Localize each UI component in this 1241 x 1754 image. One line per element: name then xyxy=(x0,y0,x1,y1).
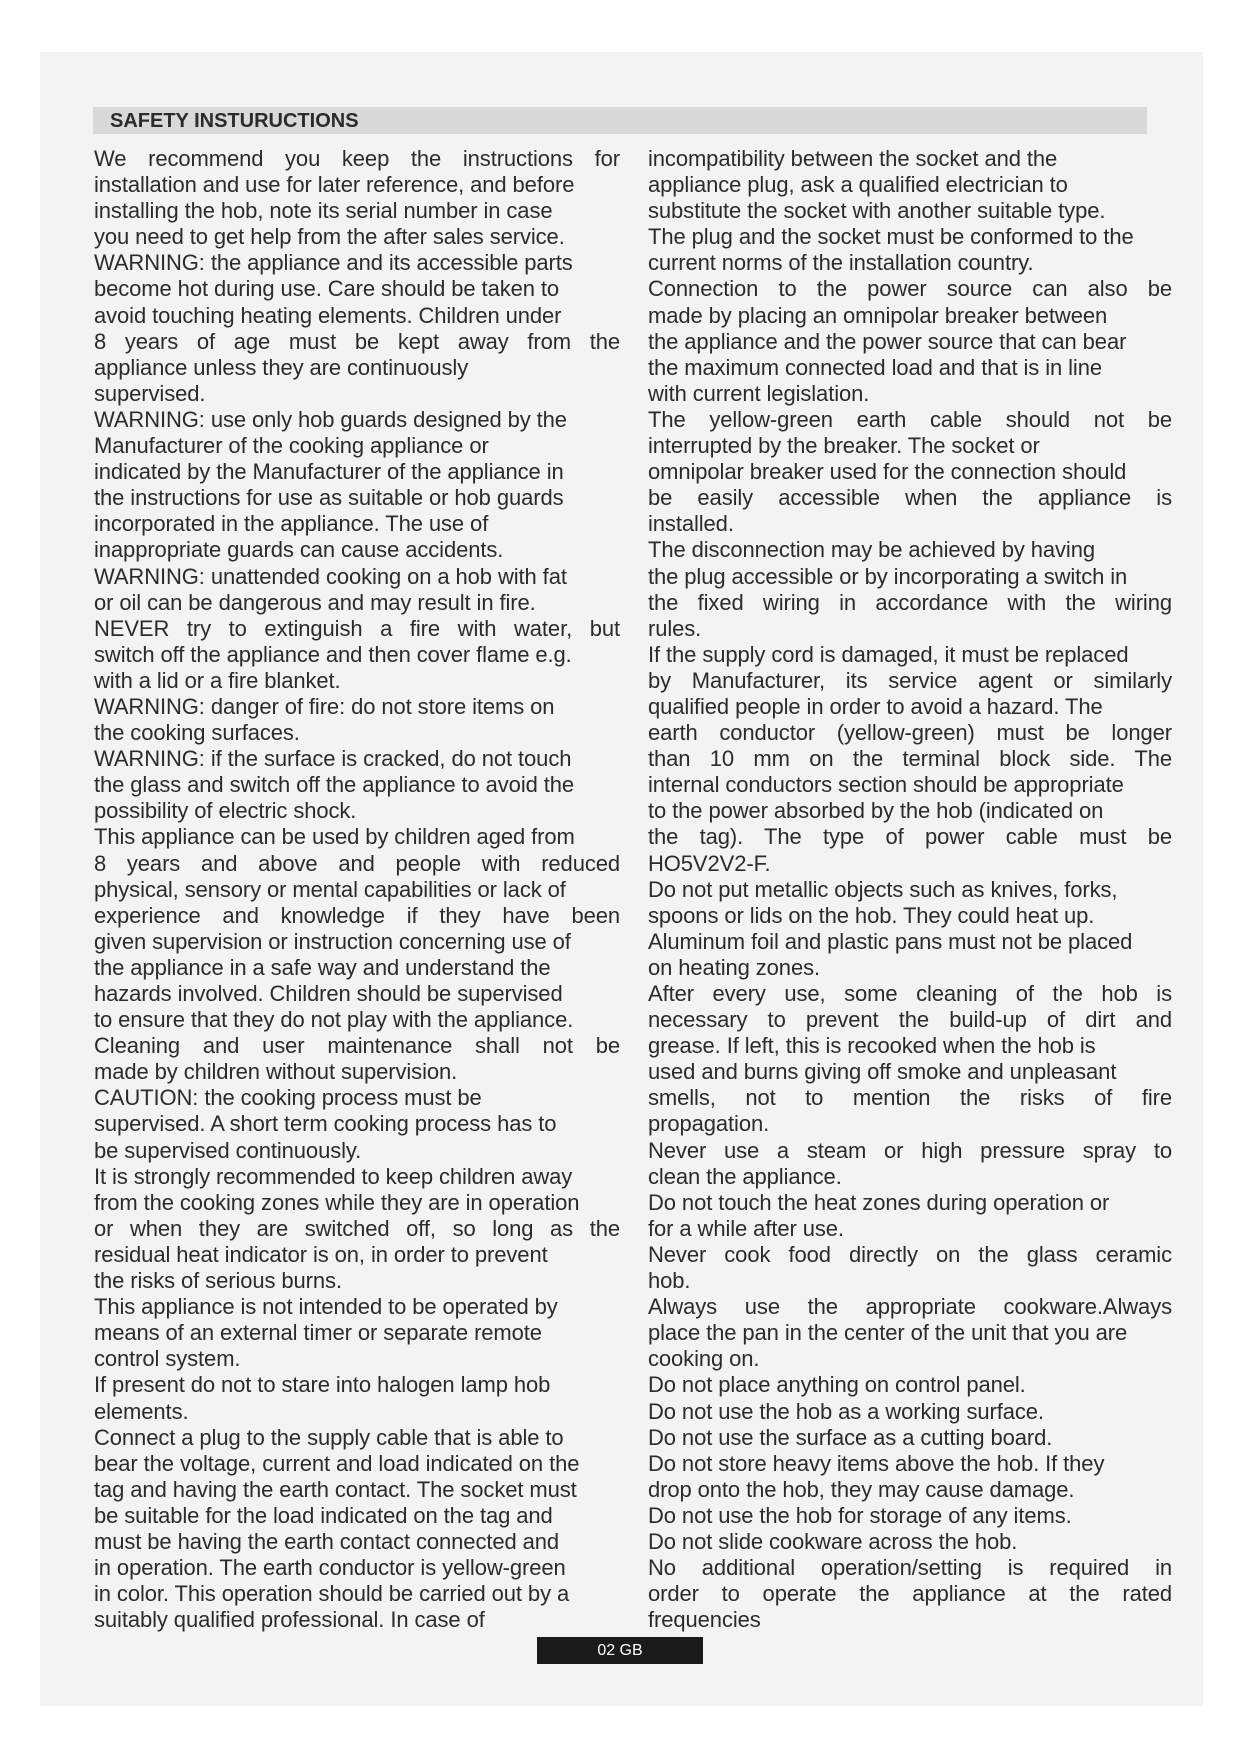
text-line: be suitable for the load indicated on the tag and xyxy=(94,1502,553,1528)
text-line: smells, not to mention the risks of fire xyxy=(648,1085,1172,1111)
text-line: frequencies xyxy=(648,1607,761,1633)
text-line: supervised. A short term cooking process has to xyxy=(94,1111,557,1137)
text-line: incompatibility between the socket and the xyxy=(648,146,1058,171)
text-line: qualified people in order to avoid a hazard. The xyxy=(648,693,1103,719)
text-line: Connection to the power source can also be xyxy=(648,276,1172,302)
text-line: We recommend you keep the instructions for xyxy=(94,146,620,171)
text-line: Do not put metallic objects such as knives, forks, xyxy=(648,876,1118,902)
text-line: experience and knowledge if they have been xyxy=(94,902,620,928)
text-line: No additional operation/setting is required in xyxy=(648,1555,1172,1581)
text-line: the risks of serious burns. xyxy=(94,1268,342,1294)
text-line: inappropriate guards can cause accidents. xyxy=(94,537,504,563)
text-line: tag and having the earth contact. The socket must xyxy=(94,1476,577,1502)
text-line: cooking on. xyxy=(648,1346,760,1372)
text-line: propagation. xyxy=(648,1111,770,1137)
section-header-bar xyxy=(93,107,1147,134)
text-line: internal conductors section should be appropriate xyxy=(648,772,1124,798)
text-line: spoons or lids on the hob. They could heat up. xyxy=(648,902,1095,928)
text-line: from the cooking zones while they are in operation xyxy=(94,1189,580,1215)
text-line: Manufacturer of the cooking appliance or xyxy=(94,433,489,459)
text-line: the tag). The type of power cable must be xyxy=(648,824,1172,850)
text-line: the maximum connected load and that is in line xyxy=(648,354,1102,380)
text-line: If present do not to stare into halogen lamp hob xyxy=(94,1372,551,1398)
text-line: installing the hob, note its serial number in case xyxy=(94,198,553,224)
text-line: drop onto the hob, they may cause damage. xyxy=(648,1476,1075,1502)
text-line: installation and use for later reference, and before xyxy=(94,172,575,198)
text-line: Aluminum foil and plastic pans must not be placed xyxy=(648,928,1133,954)
text-line: for a while after use. xyxy=(648,1215,844,1241)
text-line: suitably qualified professional. In case of xyxy=(94,1607,485,1633)
text-line: earth conductor (yellow-green) must be longer xyxy=(648,720,1172,746)
text-line: 8 years of age must be kept away from the xyxy=(94,328,620,354)
text-line: with a lid or a fire blanket. xyxy=(94,667,341,693)
text-line: If the supply cord is damaged, it must be replaced xyxy=(648,641,1129,667)
text-line: Do not touch the heat zones during operation or xyxy=(648,1189,1110,1215)
text-line: be easily accessible when the appliance is xyxy=(648,485,1172,511)
text-line: than 10 mm on the terminal block side. The xyxy=(648,746,1172,772)
text-line: become hot during use. Care should be taken to xyxy=(94,276,560,302)
text-line: omnipolar breaker used for the connection should xyxy=(648,459,1127,485)
text-line: possibility of electric shock. xyxy=(94,798,357,824)
text-line: control system. xyxy=(94,1346,241,1372)
text-line: WARNING: danger of fire: do not store items on xyxy=(94,693,555,719)
text-line: grease. If left, this is recooked when the hob is xyxy=(648,1033,1096,1059)
text-line: or when they are switched off, so long as the xyxy=(94,1215,620,1241)
text-line: Do not slide cookware across the hob. xyxy=(648,1528,1018,1554)
text-line: Never use a steam or high pressure spray to xyxy=(648,1137,1172,1163)
text-line: by Manufacturer, its service agent or similarly xyxy=(648,667,1172,693)
text-line: order to operate the appliance at the rated xyxy=(648,1581,1172,1607)
text-line: necessary to prevent the build-up of dirt and xyxy=(648,1007,1172,1033)
text-line: Do not use the surface as a cutting board. xyxy=(648,1424,1053,1450)
text-line: made by placing an omnipolar breaker between xyxy=(648,302,1108,328)
text-line: or oil can be dangerous and may result in fire. xyxy=(94,589,536,615)
section-title: SAFETY INSTURUCTIONS xyxy=(110,110,359,132)
text-line: the instructions for use as suitable or hob guards xyxy=(94,485,564,511)
text-line: Do not place anything on control panel. xyxy=(648,1372,1026,1398)
text-line: be supervised continuously. xyxy=(94,1137,362,1163)
text-line: the fixed wiring in accordance with the wiring xyxy=(648,589,1172,615)
text-line: supervised. xyxy=(94,380,206,406)
text-line: place the pan in the center of the unit that you are xyxy=(648,1320,1128,1346)
text-line: Never cook food directly on the glass ceramic xyxy=(648,1241,1172,1267)
text-line: Do not store heavy items above the hob. If they xyxy=(648,1450,1105,1476)
text-line: 8 years and above and people with reduced xyxy=(94,850,620,876)
text-line: hob. xyxy=(648,1268,691,1294)
text-line: substitute the socket with another suitable type. xyxy=(648,198,1106,224)
text-line: appliance unless they are continuously xyxy=(94,354,469,380)
text-line: the plug accessible or by incorporating a switch in xyxy=(648,563,1128,589)
text-line: in color. This operation should be carried out by a xyxy=(94,1581,570,1607)
text-line: on heating zones. xyxy=(648,954,820,980)
text-line: interrupted by the breaker. The socket or xyxy=(648,433,1040,459)
text-line: Connect a plug to the supply cable that is able to xyxy=(94,1424,564,1450)
text-line: the cooking surfaces. xyxy=(94,720,300,746)
text-line: bear the voltage, current and load indicated on the xyxy=(94,1450,580,1476)
text-line: must be having the earth contact connected and xyxy=(94,1528,560,1554)
text-line: means of an external timer or separate remote xyxy=(94,1320,542,1346)
text-line: current norms of the installation country. xyxy=(648,250,1034,276)
text-line: After every use, some cleaning of the hob is xyxy=(648,981,1172,1006)
text-line: Always use the appropriate cookware.Always xyxy=(648,1294,1172,1320)
text-line: appliance plug, ask a qualified electrician to xyxy=(648,172,1068,198)
text-line: the appliance and the power source that can bear xyxy=(648,328,1127,354)
text-line: given supervision or instruction concerning use of xyxy=(94,928,571,954)
text-line: The yellow-green earth cable should not be xyxy=(648,406,1172,432)
text-line: Do not use the hob for storage of any items. xyxy=(648,1502,1072,1528)
text-line: This appliance can be used by children aged from xyxy=(94,824,575,850)
text-line: you need to get help from the after sales service. xyxy=(94,224,565,250)
text-line: incorporated in the appliance. The use of xyxy=(94,511,489,537)
text-line: the glass and switch off the appliance to avoid the xyxy=(94,772,575,798)
text-line: CAUTION: the cooking process must be xyxy=(94,1085,482,1111)
text-line: This appliance is not intended to be operated by xyxy=(94,1294,558,1320)
left-text-column xyxy=(94,146,620,1633)
text-line: clean the appliance. xyxy=(648,1163,842,1189)
text-line: to the power absorbed by the hob (indicated on xyxy=(648,798,1104,824)
text-line: the appliance in a safe way and understand the xyxy=(94,954,551,980)
text-line: elements. xyxy=(94,1398,189,1424)
text-line: residual heat indicator is on, in order to prevent xyxy=(94,1241,548,1267)
text-line: in operation. The earth conductor is yellow-green xyxy=(94,1555,566,1581)
text-line: WARNING: use only hob guards designed by the xyxy=(94,406,567,432)
text-line: used and burns giving off smoke and unpleasant xyxy=(648,1059,1117,1085)
text-line: WARNING: the appliance and its accessible parts xyxy=(94,250,573,276)
text-line: switch off the appliance and then cover flame e.g. xyxy=(94,641,572,667)
text-line: The disconnection may be achieved by having xyxy=(648,537,1095,563)
text-line: Cleaning and user maintenance shall not be xyxy=(94,1033,620,1059)
text-line: physical, sensory or mental capabilities or lack of xyxy=(94,876,566,902)
text-line: rules. xyxy=(648,615,702,641)
text-line: hazards involved. Children should be supervised xyxy=(94,981,563,1006)
text-line: WARNING: unattended cooking on a hob with fat xyxy=(94,563,567,589)
text-line: Do not use the hob as a working surface. xyxy=(648,1398,1044,1424)
page-number-badge: 02 GB xyxy=(537,1637,703,1664)
text-line: with current legislation. xyxy=(648,380,870,406)
text-line: avoid touching heating elements. Children under xyxy=(94,302,562,328)
text-line: The plug and the socket must be conformed to the xyxy=(648,224,1134,250)
text-line: HO5V2V2-F. xyxy=(648,850,771,876)
text-line: to ensure that they do not play with the appliance. xyxy=(94,1007,574,1033)
text-line: It is strongly recommended to keep children away xyxy=(94,1163,573,1189)
right-text-column xyxy=(648,146,1172,1633)
text-line: NEVER try to extinguish a fire with water, but xyxy=(94,615,620,641)
text-line: WARNING: if the surface is cracked, do not touch xyxy=(94,746,572,772)
text-line: installed. xyxy=(648,511,734,537)
text-line: made by children without supervision. xyxy=(94,1059,458,1085)
text-line: indicated by the Manufacturer of the appliance in xyxy=(94,459,564,485)
